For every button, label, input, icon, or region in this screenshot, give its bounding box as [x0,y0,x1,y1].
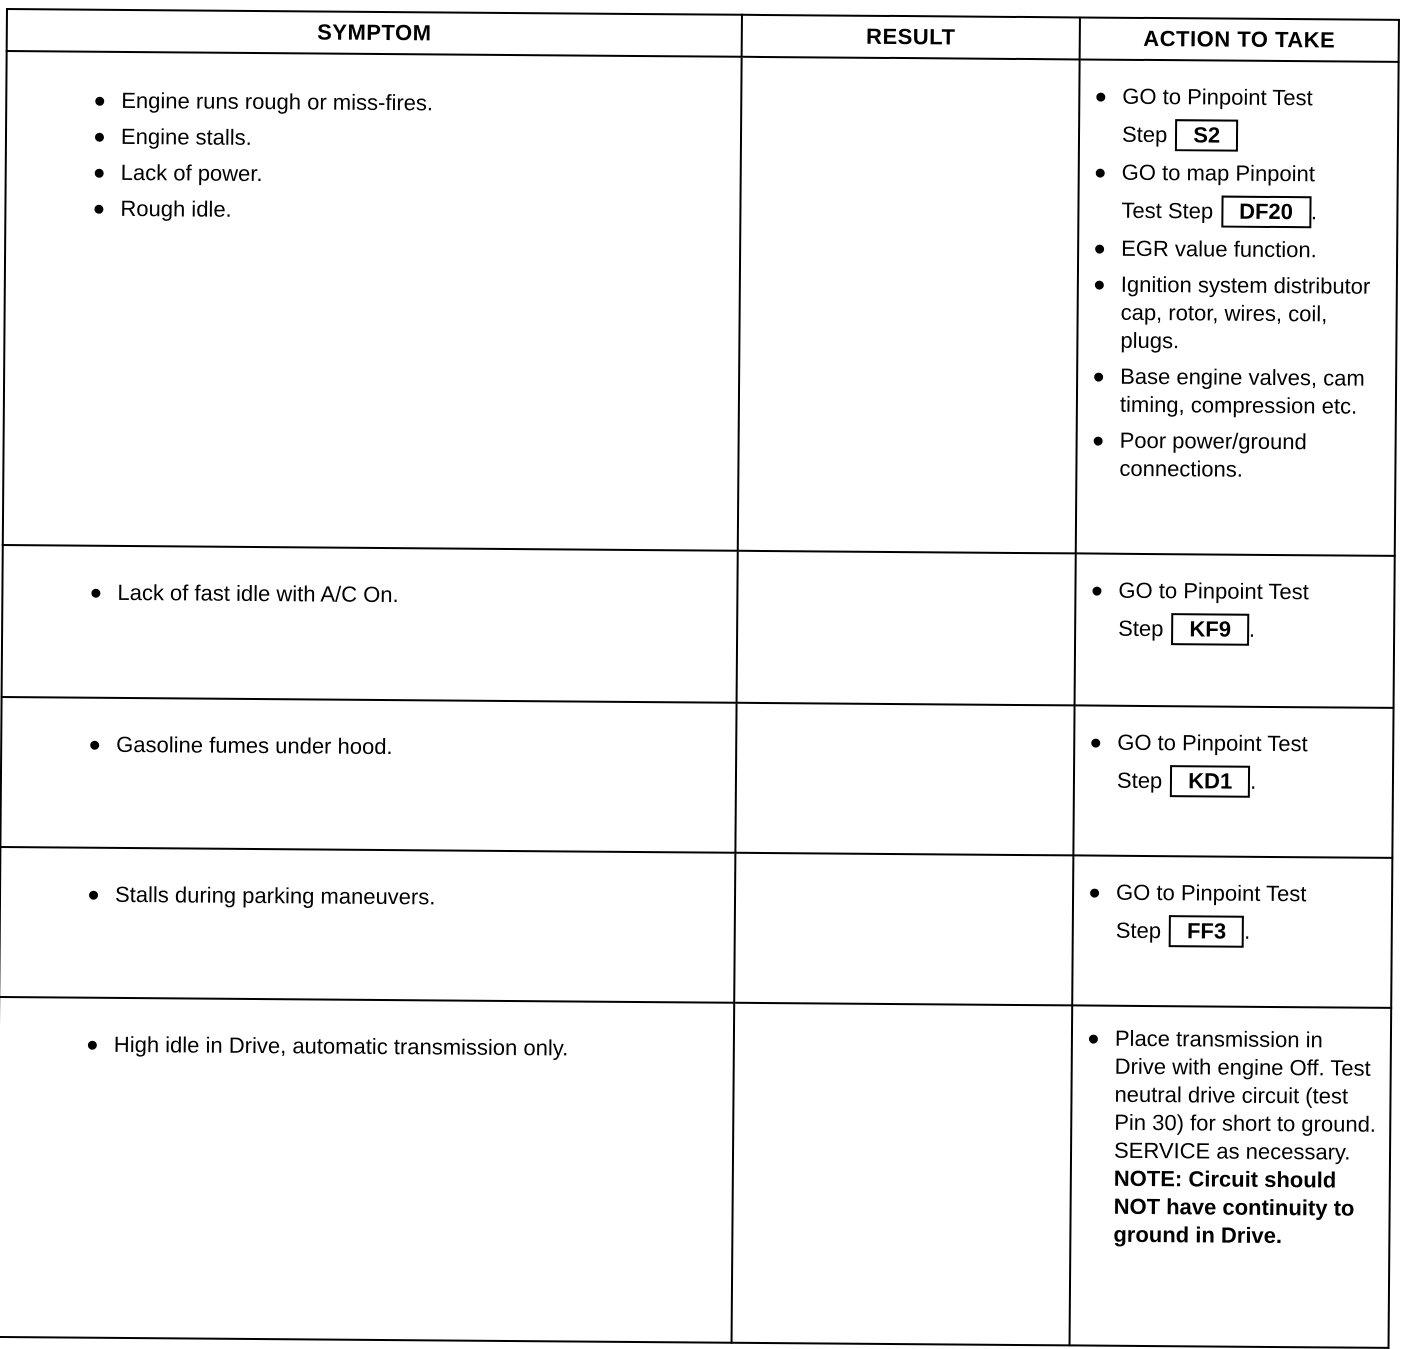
table-row [0,997,1391,1348]
bullet-icon [1095,281,1104,290]
list-item: GO to map Pinpoint Test Step DF20 . [1093,159,1387,229]
bullet-icon [88,1041,97,1050]
list-item: GO to Pinpoint Test Step FF3 . [1088,879,1382,949]
bullet-icon [1090,889,1099,898]
action-list [1071,1006,1390,1250]
header-result: RESULT [742,15,1080,60]
list-item: EGR value function. [1093,235,1386,265]
step-reference: KD1 [1170,765,1250,798]
bullet-icon [1094,373,1103,382]
symptom-list [3,574,736,616]
bullet-icon [95,97,104,106]
list-item: Gasoline fumes under hood. [90,727,735,768]
bullet-icon [90,741,99,750]
list-item: Lack of power. [95,155,740,196]
header-action: ACTION TO TAKE [1080,17,1399,62]
table-row [0,697,1393,858]
symptom-list [2,726,735,768]
action-cell [1075,553,1395,708]
symptom-list [6,52,740,232]
action-cell [1072,855,1392,1008]
action-list [1076,554,1394,646]
bullet-icon [1091,739,1100,748]
list-item: Base engine valves, cam timing, compression etc. [1092,363,1385,421]
result-cell [737,551,1076,706]
bullet-icon [1095,245,1104,254]
bullet-icon [91,589,100,598]
action-list [1077,60,1397,484]
symptom-list [1,876,734,918]
bullet-icon [1089,1035,1098,1044]
symptom-cell [0,997,734,1343]
bullet-icon [1096,93,1105,102]
step-line: Test Step DF20 . [1121,195,1386,229]
action-cell [1070,1005,1392,1347]
bullet-icon [94,205,103,214]
result-cell [732,1003,1073,1346]
diagnosis-table [0,8,1400,1349]
step-line: Step KD1 . [1117,765,1382,799]
list-item: Stalls during parking maneuvers. [89,877,734,918]
list-item: Ignition system distributor cap, rotor, wires, coil, plugs. [1092,271,1386,357]
bullet-icon [89,891,98,900]
step-line: Step KF9 . [1118,613,1383,647]
note-text: NOTE: Circuit should NOT have continuity to ground in Drive. [1113,1165,1355,1249]
list-item: Rough idle. [94,191,739,232]
action-list [1075,706,1393,798]
list-item: Place transmission in Drive with engine Off. Test neutral drive circuit (test Pin 30) for short to ground. SERVICE as necessary. NOTE: Circuit should NOT have continuity to ground in Drive. [1085,1025,1380,1251]
list-item: GO to Pinpoint Test Step KF9 . [1090,577,1384,647]
bullet-icon [1092,587,1101,596]
list-item: GO to Pinpoint Test Step S2 [1094,83,1388,153]
symptom-cell [0,847,735,1003]
table-row [0,847,1392,1008]
action-list [1074,856,1392,948]
table-row [2,545,1395,708]
list-item: Engine runs rough or miss-fires. [95,83,740,124]
step-reference: FF3 [1169,915,1244,948]
symptom-list [0,1026,733,1068]
result-cell [738,57,1080,554]
bullet-icon [95,133,104,142]
list-item: High idle in Drive, automatic transmission only. [88,1027,733,1068]
list-item: GO to Pinpoint Test Step KD1 . [1089,729,1383,799]
step-line: Step FF3 . [1116,915,1381,949]
bullet-icon [1096,169,1105,178]
symptom-cell [2,545,738,703]
result-cell [735,703,1074,856]
result-cell [734,853,1073,1006]
symptom-cell [0,697,736,853]
bullet-icon [95,169,104,178]
list-item: Engine stalls. [95,119,740,160]
step-reference: S2 [1175,119,1238,151]
action-cell [1076,59,1399,555]
step-reference: DF20 [1221,196,1311,229]
action-cell [1073,705,1393,858]
list-item: Poor power/ground connections. [1091,427,1384,485]
bullet-icon [1094,437,1103,446]
header-symptom: SYMPTOM [7,9,742,57]
table-row [3,51,1399,556]
step-line: Step S2 [1122,119,1387,153]
symptom-cell [3,51,742,551]
step-reference: KF9 [1171,613,1249,646]
list-item: Lack of fast idle with A/C On. [91,575,736,616]
